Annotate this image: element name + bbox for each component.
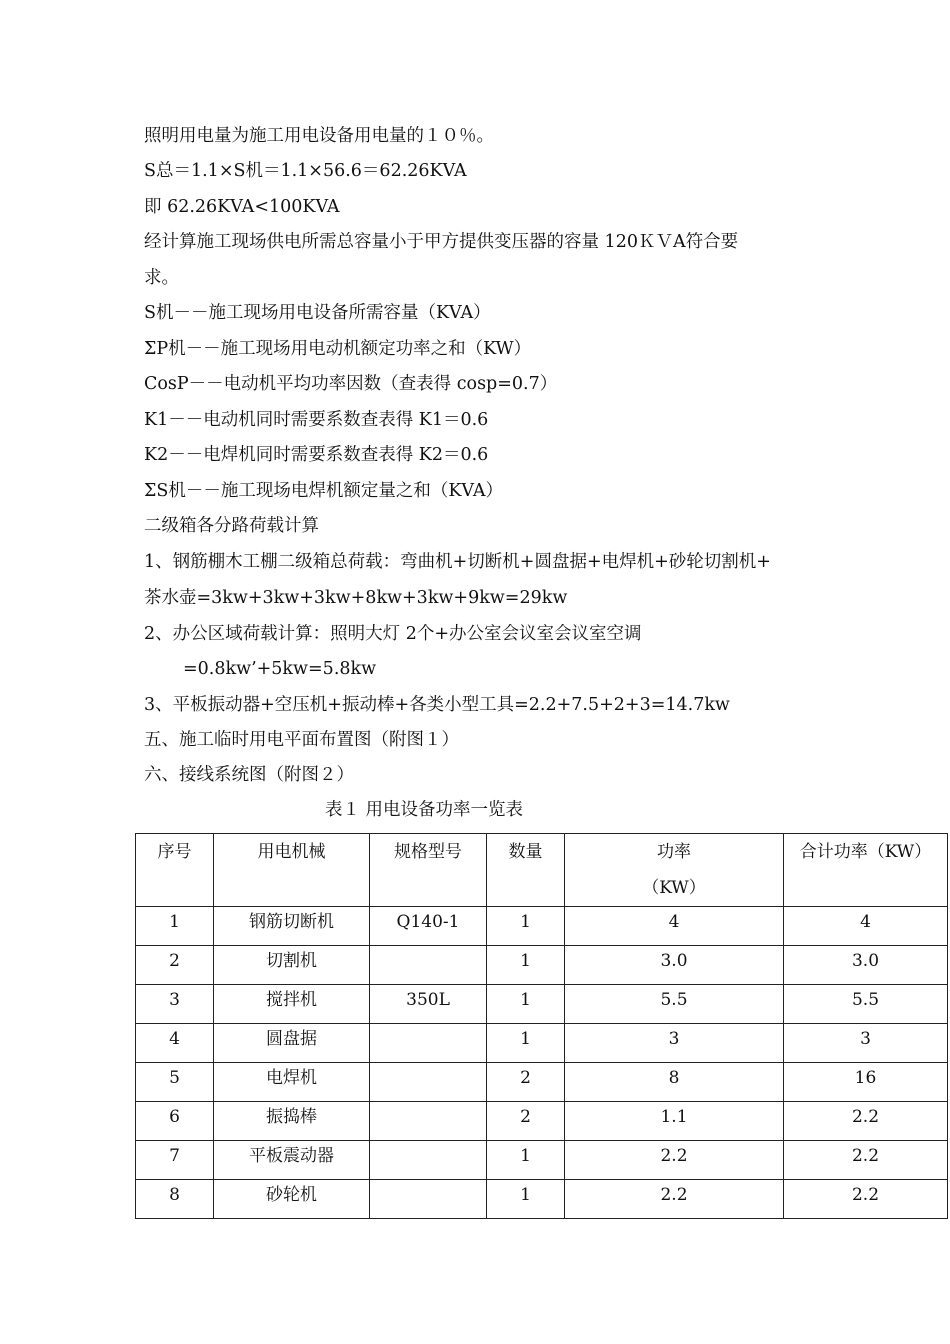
- cell-power: 3: [565, 1024, 784, 1063]
- paragraph: 3、平板振动器+空压机+振动棒+各类小型工具=2.2+7.5+2+3=14.7kw: [144, 695, 730, 715]
- cell-total-power: 3: [784, 1024, 948, 1063]
- cell-quantity: 2: [487, 1102, 565, 1141]
- cell-power: 1.1: [565, 1102, 784, 1141]
- paragraph: S总＝1.1×S机＝1.1×56.6＝62.26KVA: [144, 161, 467, 181]
- paragraph: ΣS机－－施工现场电焊机额定量之和（KVA）: [144, 481, 504, 501]
- cell-model: 350L: [370, 985, 487, 1024]
- cell-quantity: 2: [487, 1063, 565, 1102]
- table-row: [136, 1180, 948, 1219]
- cell-total-power: 16: [784, 1063, 948, 1102]
- cell-power: 5.5: [565, 985, 784, 1024]
- cell-machine: 切割机: [214, 946, 370, 985]
- cell-quantity: 1: [487, 1180, 565, 1219]
- paragraph: 2、办公区域荷载计算：照明大灯 2个+办公室会议室会议室空调: [144, 624, 642, 644]
- paragraph: =0.8kw’+5kw=5.8kw: [183, 659, 377, 679]
- cell-power: 2.2: [565, 1180, 784, 1219]
- table-header-row: [136, 834, 948, 907]
- cell-quantity: 1: [487, 1141, 565, 1180]
- header-total-power: 合计功率（KW）: [784, 834, 948, 907]
- cell-model: [370, 1141, 487, 1180]
- table-row: [136, 1102, 948, 1141]
- cell-total-power: 2.2: [784, 1180, 948, 1219]
- paragraph: 茶水壶=3kw+3kw+3kw+8kw+3kw+9kw=29kw: [144, 588, 568, 608]
- cell-total-power: 2.2: [784, 1141, 948, 1180]
- equipment-power-table: [135, 833, 948, 1219]
- paragraph: ΣP机－－施工现场用电动机额定功率之和（KW）: [144, 339, 532, 359]
- paragraph: K1－－电动机同时需要系数查表得 K1＝0.6: [144, 410, 489, 430]
- header-power: [565, 834, 784, 907]
- section-heading: 五、施工临时用电平面布置图（附图１）: [144, 730, 459, 750]
- table-row: [136, 1141, 948, 1180]
- cell-index: 2: [136, 946, 214, 985]
- paragraph: S机－－施工现场用电设备所需容量（KVA）: [144, 303, 491, 323]
- paragraph: 即 62.26KVA<100KVA: [144, 197, 340, 217]
- table-row: [136, 946, 948, 985]
- cell-total-power: 4: [784, 907, 948, 946]
- paragraph: 照明用电量为施工用电设备用电量的１０％。: [144, 126, 494, 146]
- paragraph: 1、钢筋棚木工棚二级箱总荷载：弯曲机+切断机+圆盘据+电焊机+砂轮切割机+: [144, 552, 771, 572]
- cell-model: [370, 1063, 487, 1102]
- cell-index: 7: [136, 1141, 214, 1180]
- paragraph: K2－－电焊机同时需要系数查表得 K2＝0.6: [144, 445, 489, 465]
- table-row: [136, 1024, 948, 1063]
- cell-total-power: 3.0: [784, 946, 948, 985]
- cell-index: 4: [136, 1024, 214, 1063]
- cell-machine: 振捣棒: [214, 1102, 370, 1141]
- section-heading: 六、接线系统图（附图２）: [144, 765, 354, 785]
- table-row: [136, 985, 948, 1024]
- cell-model: [370, 946, 487, 985]
- section-heading: 二级箱各分路荷载计算: [144, 516, 319, 536]
- cell-total-power: 5.5: [784, 985, 948, 1024]
- cell-model: [370, 1180, 487, 1219]
- header-power-label: 功率: [657, 842, 691, 862]
- cell-total-power: 2.2: [784, 1102, 948, 1141]
- cell-machine: 搅拌机: [214, 985, 370, 1024]
- table-row: [136, 907, 948, 946]
- paragraph: CosP－－电动机平均功率因数（查表得 cosp=0.7）: [144, 374, 558, 394]
- cell-index: 6: [136, 1102, 214, 1141]
- cell-quantity: 1: [487, 907, 565, 946]
- table-caption: 表１ 用电设备功率一览表: [324, 800, 524, 820]
- header-power-unit: （KW）: [642, 878, 706, 898]
- cell-machine: 圆盘据: [214, 1024, 370, 1063]
- paragraph: 求。: [144, 268, 179, 288]
- cell-index: 5: [136, 1063, 214, 1102]
- cell-quantity: 1: [487, 985, 565, 1024]
- cell-index: 1: [136, 907, 214, 946]
- cell-machine: 平板震动器: [214, 1141, 370, 1180]
- header-index: 序号: [136, 834, 214, 907]
- cell-machine: 砂轮机: [214, 1180, 370, 1219]
- cell-power: 4: [565, 907, 784, 946]
- cell-power: 3.0: [565, 946, 784, 985]
- cell-model: [370, 1024, 487, 1063]
- header-quantity: 数量: [487, 834, 565, 907]
- cell-machine: 电焊机: [214, 1063, 370, 1102]
- table-row: [136, 1063, 948, 1102]
- cell-index: 8: [136, 1180, 214, 1219]
- cell-index: 3: [136, 985, 214, 1024]
- paragraph: 经计算施工现场供电所需总容量小于甲方提供变压器的容量 120ＫＶA符合要: [144, 232, 739, 252]
- cell-model: [370, 1102, 487, 1141]
- header-machine: 用电机械: [214, 834, 370, 907]
- cell-quantity: 1: [487, 946, 565, 985]
- cell-machine: 钢筋切断机: [214, 907, 370, 946]
- cell-power: 2.2: [565, 1141, 784, 1180]
- cell-power: 8: [565, 1063, 784, 1102]
- cell-model: Q140-1: [370, 907, 487, 946]
- cell-quantity: 1: [487, 1024, 565, 1063]
- header-model: 规格型号: [370, 834, 487, 907]
